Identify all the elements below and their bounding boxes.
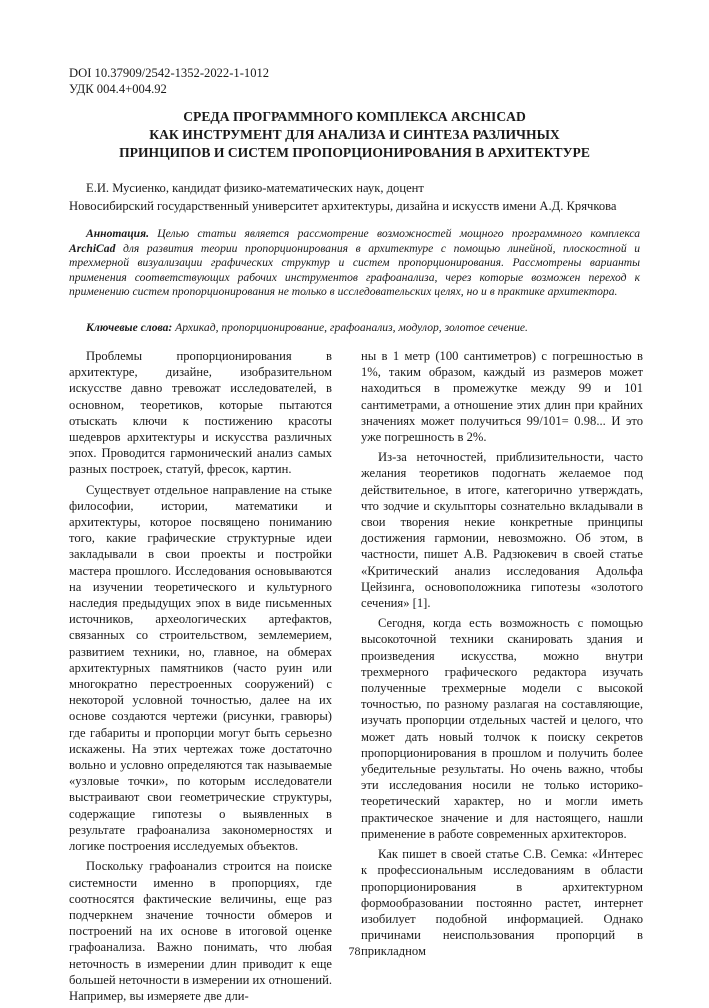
page-number: 78 (348, 944, 361, 958)
abstract-label: Аннотация. (86, 227, 149, 240)
paragraph: Из-за неточностей, приблизительности, часто желания теоретиков подогнать желаемое под действительное, в итоге, категорично утверждать, что зодчие и скульпторы сознательно вкладывали в свои творения некие конкретные принципы достижения гармонии, невозможно. Об этом, в частности, пишет А.В. Радзюкевич в своей статье «Критический анализ исследования Адольфа Цейзинга, основоположника гипотезы «золотого сечения» [1]. (361, 450, 643, 611)
article-title (60, 108, 649, 162)
paragraph: Существует отдельное направление на стыке философии, истории, математики и архитектуры, которое посвящено пониманию того, какие графические структурные идеи закладывали в свои проекты и постройки мастера прошлого. Исследования основываются на изучении теоретического и культурного наследия предыдущих эпох в виде письменных источников, археологических артефактов, связанных со строительством, землемерием, развитием техники, но, главное, на обмерах архитектурных памятников (часто руин или многократно перестроенных сооружений) с некоторой условной точностью, далее на их основе создаются чертежи (рисунки, гравюры) где габариты и пропорции могут быть серьезно искажены. На этих чертежах тоже достаточно вольно и условно определяются так называемые «узловые точки», по которым исследователи выстраивают свои геометрические структуры, содержащие гипотезы о выявленных в результате графоанализа закономерностях и логике построения исследуемых объектов. (69, 482, 332, 854)
udc: УДК 004.4+004.92 (69, 81, 167, 96)
title-line-2: КАК ИНСТРУМЕНТ ДЛЯ АНАЛИЗА И СИНТЕЗА РАЗЛИЧНЫХ (149, 127, 560, 142)
doi: DOI 10.37909/2542-1352-2022-1-1012 (69, 66, 270, 80)
body-column-left (69, 348, 332, 1008)
keywords (86, 321, 528, 334)
paragraph: Проблемы пропорционирования в архитектуре, дизайне, изобразительном искусстве давно тревожат исследователей, в основном, теоретиков, которые пытаются отыскать ключи к постижению красоты шедевров архитектуры и искусства различных эпох. Проводится гармонический анализ самых разных построек, статуй, фресок, картин. (69, 349, 332, 477)
abstract-archicad: ArchiCad (69, 241, 116, 255)
keywords-label: Ключевые слова: (86, 321, 173, 334)
paragraph-continued: ны в 1 метр (100 сантиметров) с погрешностью в 1%, таким образом, каждый из размеров может находиться в промежутке между 99 и 101 сантиметрами, а отношение этих длин при крайних значениях может получиться 99/101= 0.98... И это уже погрешность в 2%. (361, 349, 643, 445)
author-name: Е.И. Мусиенко, кандидат физико-математических наук, доцент (86, 181, 424, 195)
author-affiliation: Новосибирский государственный университет архитектуры, дизайна и искусств имени А.Д. Крячкова (69, 199, 617, 213)
author-block (69, 179, 617, 215)
title-line-3: ПРИНЦИПОВ И СИСТЕМ ПРОПОРЦИОНИРОВАНИЯ В АРХИТЕКТУРЕ (119, 145, 590, 160)
title-line-1: СРЕДА ПРОГРАММНОГО КОМПЛЕКСА ARCHICAD (183, 109, 526, 124)
body-column-right (361, 348, 643, 964)
abstract (69, 227, 640, 300)
keywords-text: Архикад, пропорционирование, графоанализ, модулор, золотое сечение. (172, 321, 528, 334)
abstract-text-1: Целью статьи является рассмотрение возможностей мощного программного комплекса (149, 227, 640, 240)
abstract-text-2: для развития теории пропорционирования в архитектуре с помощью линейной, плоскостной и трехмерной визуализации графических структур и систем пропорционирования. Рассмотрены варианты применения соответствующих рабочих инструментов графоанализа, через которые возможен переход к применению систем пропорционирования не только в исследовательских целях, но и в практике архитектора. (69, 241, 640, 299)
paragraph: Поскольку графоанализ строится на поиске системности именно в пропорциях, где соотносятся фактические величины, еще раз подчеркнем значение точности обмеров и построений на их основе в итоговой оценке графоанализа. Важно понимать, что любая неточность в измерении длин приводит к еще большей неточности в измерении их отношений. Например, вы измеряете две дли- (69, 859, 332, 1003)
article-meta (69, 66, 269, 97)
paragraph: Сегодня, когда есть возможность с помощью высокоточной техники сканировать здания и произведения искусства, можно внутри трехмерного графического редактора изучать полученные трехмерные модели с высокой точностью, по разному разлагая на составляющие, изучать пропорции отдельных частей и целого, что может дать новый толчок к поиску секретов пропорционирования в прошлом и получить более убедительные результаты. Но очень важно, чтобы эти исследования носили не только историко-теоретический характер, но и могли иметь практическое значение и для настоящего, нашли применение в работе современных архитекторов. (361, 616, 643, 841)
paragraph: Как пишет в своей статье С.В. Семка: «Интерес к профессиональным исследованиям в области пропорционирования в архитектурном формообразовании постоянно растет, интернет изобилует подобной информацией. Однако причинами неиспользования пропорций в прикладном (361, 847, 643, 959)
